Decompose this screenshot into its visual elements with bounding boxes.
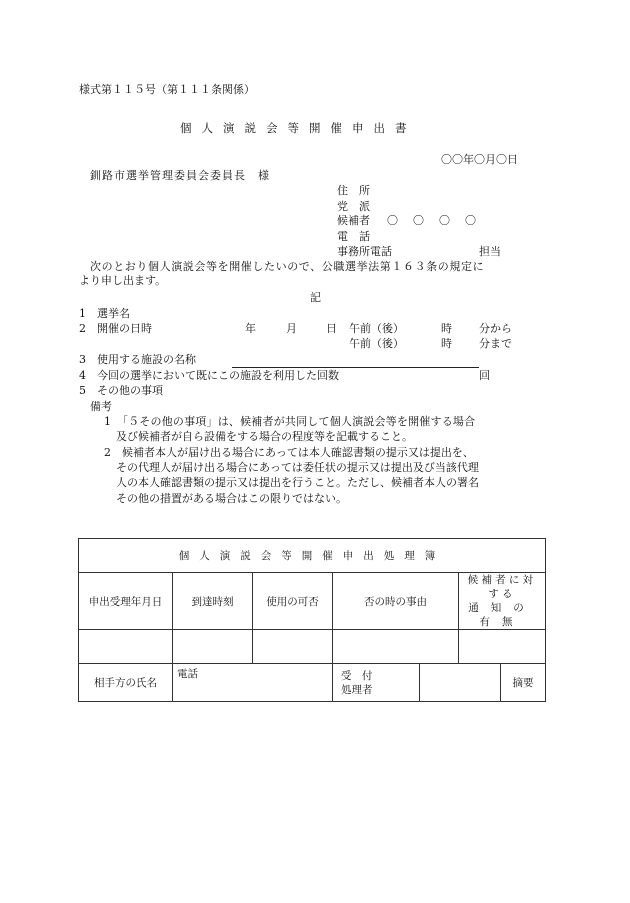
receipt-cell xyxy=(333,664,420,702)
office-phone-label: 事務所電話 xyxy=(337,245,392,258)
note-2-line-3: 人の本人確認書類の提示又は提出を行うこと。ただし、候補者本人の署名 xyxy=(116,476,479,489)
item-2: 2 開催の日時 xyxy=(79,322,152,335)
item-1: 1 選挙名 xyxy=(79,307,130,320)
register-title: 個人演説会等開催申出処理簿 xyxy=(79,539,546,573)
addressee: 釧路市選挙管理委員会委員長 様 xyxy=(90,169,270,182)
count-unit: 回 xyxy=(479,369,490,382)
year-label: 年 xyxy=(245,322,256,335)
reason-cell xyxy=(333,630,459,664)
ki-mark: 記 xyxy=(310,291,321,304)
note-1-line-1: 1 「５その他の事項」は、候補者が共同して個人演説会等を開催する場合 xyxy=(104,415,476,428)
hour-until: 時 xyxy=(441,337,452,350)
col-notify-line-1: 候補者に対する xyxy=(467,574,537,600)
col-arrival-time: 到達時刻 xyxy=(173,573,253,630)
receipt-line-1: 受 付 xyxy=(341,669,373,682)
col-reason: 否の時の事由 xyxy=(333,573,459,630)
col-received-date: 申出受理年月日 xyxy=(79,573,173,630)
item-3: 3 使用する施設の名称 xyxy=(79,353,196,366)
arrival-time-cell xyxy=(173,630,253,664)
item-5: 5 その他の事項 xyxy=(79,384,163,397)
note-2-line-4: その他の措置がある場合はこの限りではない。 xyxy=(116,492,347,505)
notify-cell xyxy=(459,630,546,664)
counterpart-name-label: 相手方の氏名 xyxy=(79,664,173,702)
note-2-line-2: その代理人が届け出る場合にあっては委任状の提示又は提出及び当該代理 xyxy=(116,461,479,474)
candidate-marks: 〇 〇 〇 〇 xyxy=(387,214,478,227)
month-label: 月 xyxy=(286,322,297,335)
document-title: 個人演説会等開催申出書 xyxy=(180,121,417,135)
am-pm-from: 午前（後） xyxy=(349,322,404,335)
candidate-label: 候補者 xyxy=(337,214,370,227)
processing-register-table xyxy=(78,538,546,702)
party-label: 党 派 xyxy=(337,200,370,213)
day-label: 日 xyxy=(326,322,337,335)
intro-line-2: より申し出ます。 xyxy=(79,274,167,287)
col-usable: 使用の可否 xyxy=(253,573,333,630)
am-pm-until: 午前（後） xyxy=(349,337,404,350)
form-number: 様式第１１５号（第１１１条関係） xyxy=(79,83,255,96)
remarks-label: 摘要 xyxy=(501,664,546,702)
facility-name-line xyxy=(232,367,479,368)
until-label: 分まで xyxy=(479,337,512,350)
phone-cell xyxy=(173,664,333,702)
item-4: 4 今回の選挙において既にこの施設を利用した回数 xyxy=(79,369,339,382)
address-label: 住 所 xyxy=(337,184,370,197)
col-notify-line-2: 通知の有無 xyxy=(468,602,536,628)
phone-cell-label: 電話 xyxy=(177,668,198,680)
hour-from: 時 xyxy=(441,322,452,335)
receipt-line-2: 処理者 xyxy=(341,683,373,696)
notes-heading: 備考 xyxy=(90,400,112,413)
phone-label: 電 話 xyxy=(337,230,370,243)
from-label: 分から xyxy=(479,322,512,335)
note-1-line-2: 及び候補者が自ら設備をする場合の程度等を記載すること。 xyxy=(116,430,413,443)
date-field: 〇〇年〇月〇日 xyxy=(441,153,518,166)
intro-line-1: 次のとおり個人演説会等を開催したいので、公職選挙法第１６３条の規定に xyxy=(90,260,485,273)
receipt-value-cell xyxy=(420,664,501,702)
usable-cell xyxy=(253,630,333,664)
note-2-line-1: 2 候補者本人が届け出る場合にあっては本人確認書類の提示又は提出を、 xyxy=(104,446,474,459)
received-date-cell xyxy=(79,630,173,664)
in-charge-label: 担当 xyxy=(479,245,501,258)
col-notify xyxy=(459,573,546,630)
